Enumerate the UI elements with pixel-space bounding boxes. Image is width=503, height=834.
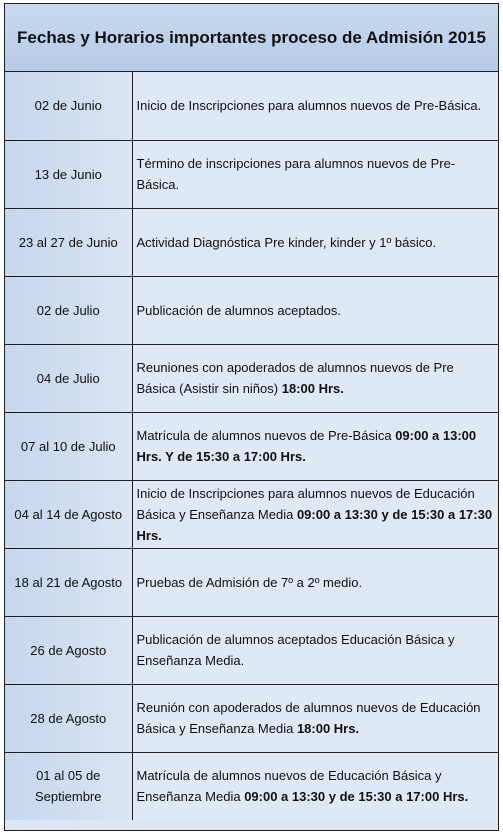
- row-date: 04 al 14 de Agosto: [5, 480, 132, 548]
- row-date: 02 de Julio: [5, 276, 132, 344]
- row-description: [132, 548, 498, 616]
- row-date: 01 al 05 de Septiembre: [5, 752, 132, 820]
- row-date: 26 de Agosto: [5, 616, 132, 684]
- row-description-text: Publicación de alumnos aceptados Educación Básica y Enseñanza Media.: [136, 632, 455, 668]
- row-description-text: Pruebas de Admisión de 7º a 2º medio.: [136, 574, 363, 590]
- table-row: [5, 140, 498, 208]
- row-description: [132, 684, 498, 752]
- table-row: [5, 344, 498, 412]
- row-description: [132, 208, 498, 276]
- table-row: [5, 412, 498, 480]
- row-description-text: Inicio de Inscripciones para alumnos nuevos de Educación Básica y Enseñanza Media: [136, 485, 475, 522]
- row-description: [132, 752, 498, 820]
- row-time-emphasis: 09:00 a 13:30 y de 15:30 a 17:00 Hrs.: [244, 789, 469, 805]
- row-time-emphasis: 09:00 a 13:00 Hrs. Y de 15:30 a 17:00 Hrs.: [136, 428, 477, 464]
- table-row: [5, 208, 498, 276]
- schedule-body: [5, 72, 498, 820]
- row-description-text: Término de inscripciones para alumnos nuevos de Pre-Básica.: [136, 156, 456, 192]
- table-row: [5, 684, 498, 752]
- table-row: [5, 480, 498, 548]
- row-time-emphasis: 09:00 a 13:30 y de 15:30 a 17:30 Hrs.: [136, 506, 493, 543]
- row-description-text: Reuniones con apoderados de alumnos nuevos de Pre Básica (Asistir sin niños): [136, 360, 454, 396]
- row-description: [132, 480, 498, 548]
- row-time-emphasis: 18:00 Hrs.: [296, 721, 360, 736]
- table-row: [5, 72, 498, 140]
- row-date: 04 de Julio: [5, 344, 132, 412]
- table-row: [5, 276, 498, 344]
- row-date: 07 al 10 de Julio: [5, 412, 132, 480]
- row-description-text: Publicación de alumnos aceptados.: [136, 302, 342, 318]
- table-row: [5, 616, 498, 684]
- row-description: [132, 344, 498, 412]
- table-title: Fechas y Horarios importantes proceso de Admisión 2015: [5, 4, 498, 72]
- row-description-text: Reunión con apoderados de alumnos nuevos de Educación Básica y Enseñanza Media: [136, 700, 481, 736]
- row-description-text: Matrícula de alumnos nuevos de Educación Básica y Enseñanza Media: [136, 768, 442, 805]
- schedule-table: [4, 3, 499, 831]
- table-row: [5, 548, 498, 616]
- row-description-text: Matrícula de alumnos nuevos de Pre-Básica: [136, 428, 396, 443]
- row-date: 18 al 21 de Agosto: [5, 548, 132, 616]
- row-description: [132, 616, 498, 684]
- row-description: [132, 140, 498, 208]
- row-description: [132, 412, 498, 480]
- row-date: 23 al 27 de Junio: [5, 208, 132, 276]
- row-date: 02 de Junio: [5, 72, 132, 140]
- row-description: [132, 72, 498, 140]
- row-date: 13 de Junio: [5, 140, 132, 208]
- row-date: 28 de Agosto: [5, 684, 132, 752]
- row-description: [132, 276, 498, 344]
- table-row: [5, 752, 498, 820]
- row-description-text: Inicio de Inscripciones para alumnos nuevos de Pre-Básica.: [136, 98, 482, 114]
- row-time-emphasis: 18:00 Hrs.: [281, 381, 344, 396]
- row-description-text: Actividad Diagnóstica Pre kinder, kinder y 1º básico.: [136, 234, 437, 250]
